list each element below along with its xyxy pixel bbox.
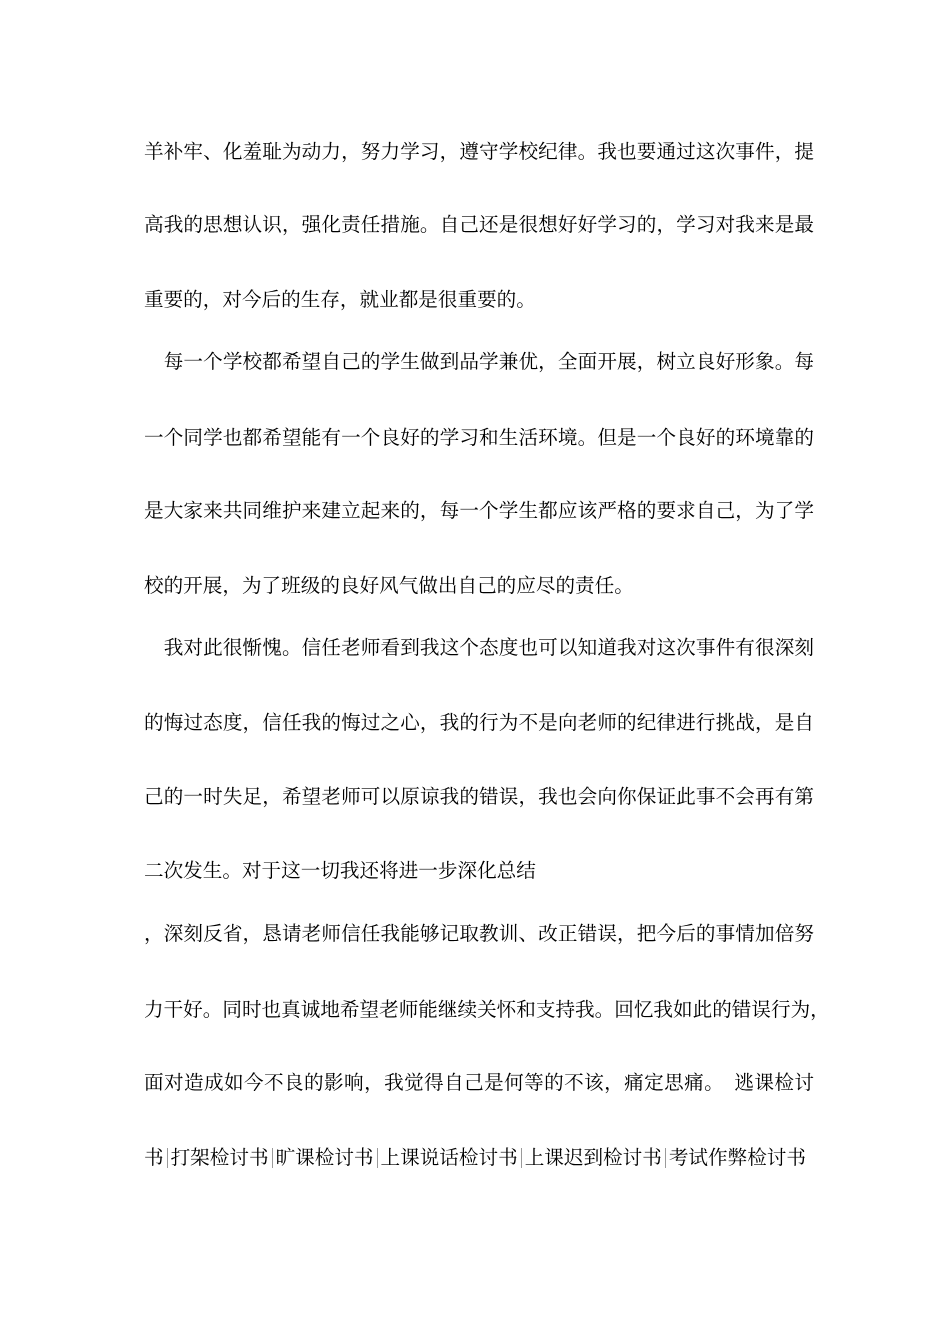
related-links-row [144,1144,806,1172]
text-line: 羊补牢、化羞耻为动力，努力学习，遵守学校纪律。我也要通过这次事件，提 [144,140,814,163]
link-late-for-class-review[interactable]: 上课迟到检讨书 [524,1146,662,1169]
link-exam-cheating-review[interactable]: 考试作弊检讨书 [668,1146,806,1169]
text-line: 是大家来共同维护来建立起来的，每一个学生都应该严格的要求自己，为了学 [144,499,814,522]
link-separator [167,1148,168,1168]
paragraph-start-line: 我对此很惭愧。信任老师看到我这个态度也可以知道我对这次事件有很深刻 [144,636,814,659]
text-line: 力干好。同时也真诚地希望老师能继续关怀和支持我。回忆我如此的错误行为， [144,998,830,1021]
text-line: 一个同学也都希望能有一个良好的学习和生活环境。但是一个良好的环境靠的 [144,426,814,449]
text-line: 己的一时失足，希望老师可以原谅我的错误，我也会向你保证此事不会再有第 [144,785,814,808]
text-line: 二次发生。对于这一切我还将进一步深化总结 [144,859,536,882]
text-line: 高我的思想认识，强化责任措施。自己还是很想好好学习的，学习对我来是最 [144,213,814,236]
link-separator [272,1148,273,1168]
link-text: 书 [144,1146,164,1169]
text-line: 重要的，对今后的生存，就业都是很重要的。 [144,288,536,311]
link-separator [521,1148,522,1168]
link-talking-in-class-review[interactable]: 上课说话检讨书 [380,1146,518,1169]
text-line: 面对造成如今不良的影响，我觉得自己是何等的不该，痛定思痛。 逃课检讨 [144,1071,814,1094]
text-line: 的悔过态度，信任我的悔过之心，我的行为不是向老师的纪律进行挑战，是自 [144,711,814,734]
link-separator [665,1148,666,1168]
link-fighting-review[interactable]: 打架检讨书 [170,1146,269,1169]
link-truancy-review[interactable]: 旷课检讨书 [275,1146,374,1169]
text-line: 校的开展，为了班级的良好风气做出自己的应尽的责任。 [144,574,634,597]
text-line: ，深刻反省，恳请老师信任我能够记取教训、改正错误，把今后的事情加倍努 [144,922,814,945]
paragraph-start-line: 每一个学校都希望自己的学生做到品学兼优，全面开展，树立良好形象。每 [144,350,814,373]
link-separator [377,1148,378,1168]
